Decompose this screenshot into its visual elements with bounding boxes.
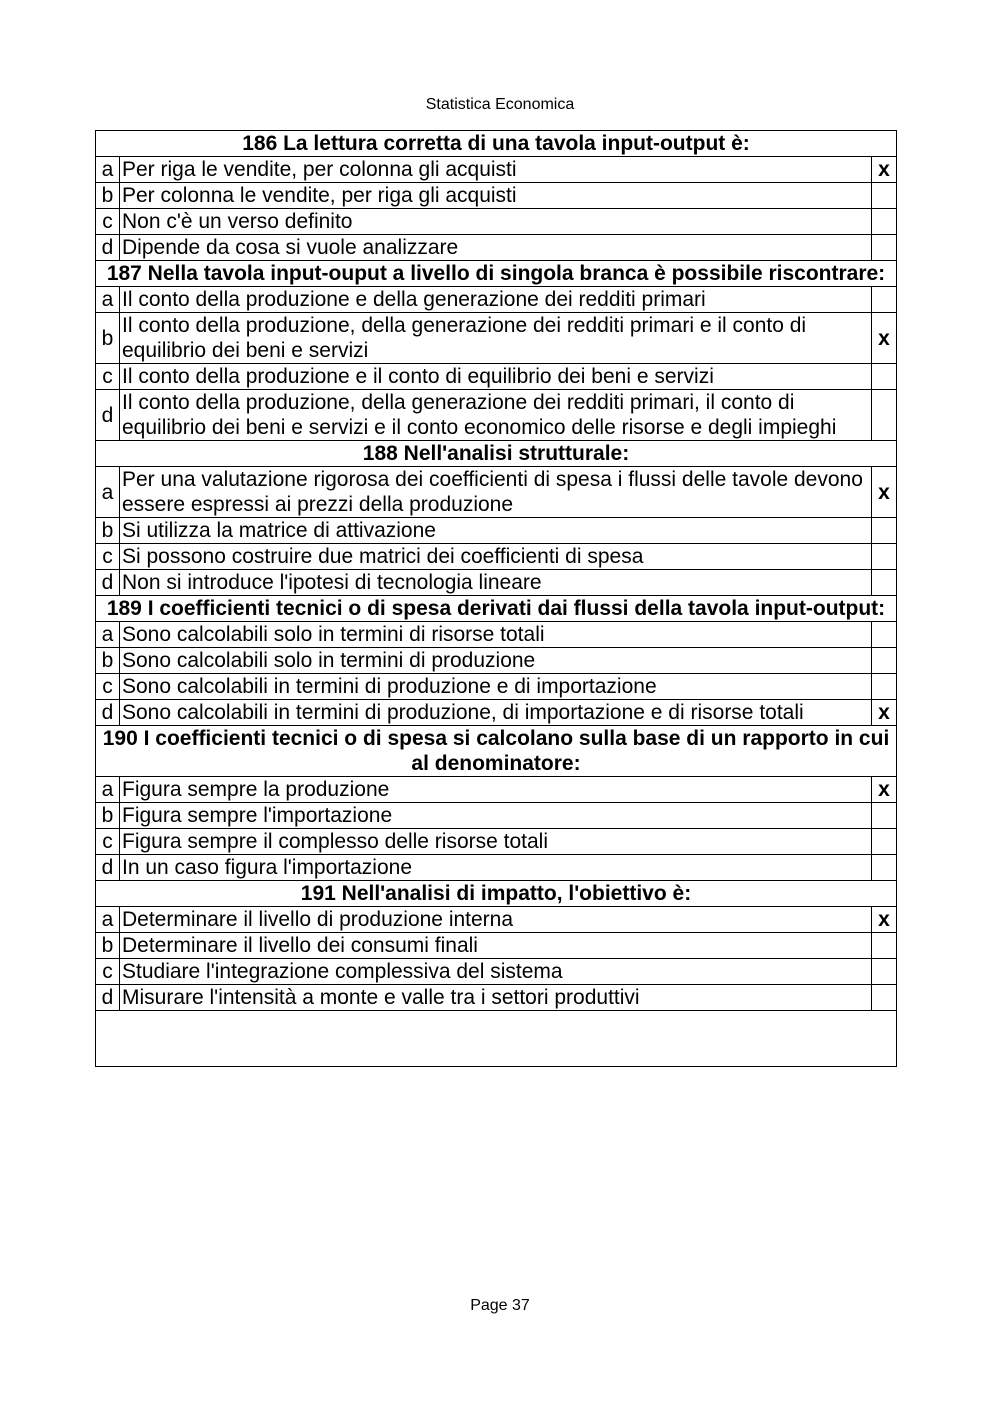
- answer-letter: d: [96, 985, 120, 1011]
- answer-letter: d: [96, 390, 120, 441]
- answer-row: [96, 777, 897, 803]
- answer-row: [96, 544, 897, 570]
- answer-letter: b: [96, 518, 120, 544]
- question-title: 190 I coefficienti tecnici o di spesa si calcolano sulla base di un rapporto in cui al denominatore:: [96, 726, 897, 777]
- answer-letter: b: [96, 648, 120, 674]
- answer-text: Determinare il livello di produzione interna: [120, 907, 872, 933]
- correct-mark: [871, 364, 896, 390]
- answer-row: [96, 390, 897, 441]
- answer-text: Per colonna le vendite, per riga gli acquisti: [120, 183, 872, 209]
- answer-row: [96, 907, 897, 933]
- answer-letter: a: [96, 907, 120, 933]
- question-title: 187 Nella tavola input-ouput a livello di singola branca è possibile riscontrare:: [96, 261, 897, 287]
- answer-letter: b: [96, 933, 120, 959]
- answer-letter: a: [96, 287, 120, 313]
- page-number: Page 37: [470, 1297, 530, 1314]
- question-row: [96, 261, 897, 287]
- answer-row: [96, 209, 897, 235]
- correct-mark: [871, 829, 896, 855]
- question-title: 188 Nell'analisi strutturale:: [96, 441, 897, 467]
- empty-row: [96, 1011, 897, 1067]
- correct-mark: [871, 287, 896, 313]
- answer-row: [96, 700, 897, 726]
- answer-row: [96, 157, 897, 183]
- correct-mark: [871, 855, 896, 881]
- answer-letter: a: [96, 622, 120, 648]
- correct-mark: [871, 959, 896, 985]
- answer-text: Misurare l'intensità a monte e valle tra i settori produttivi: [120, 985, 872, 1011]
- correct-mark: [871, 803, 896, 829]
- correct-mark: [871, 570, 896, 596]
- correct-mark: x: [871, 777, 896, 803]
- answer-letter: b: [96, 313, 120, 364]
- question-title: 191 Nell'analisi di impatto, l'obiettivo è:: [96, 881, 897, 907]
- answer-text: Il conto della produzione, della generazione dei redditi primari, il conto di equilibrio dei beni e servizi e il conto economico delle risorse e degli impieghi: [120, 390, 872, 441]
- answer-text: Il conto della produzione e il conto di equilibrio dei beni e servizi: [120, 364, 872, 390]
- answer-text: Studiare l'integrazione complessiva del sistema: [120, 959, 872, 985]
- answer-row: [96, 829, 897, 855]
- page-header: Statistica Economica: [425, 96, 575, 113]
- answer-text: Si possono costruire due matrici dei coefficienti di spesa: [120, 544, 872, 570]
- answer-row: [96, 933, 897, 959]
- correct-mark: [871, 235, 896, 261]
- answer-letter: a: [96, 777, 120, 803]
- correct-mark: [871, 209, 896, 235]
- correct-mark: [871, 985, 896, 1011]
- quiz-body: [96, 131, 897, 1067]
- correct-mark: [871, 544, 896, 570]
- correct-mark: [871, 518, 896, 544]
- answer-row: [96, 622, 897, 648]
- correct-mark: [871, 648, 896, 674]
- answer-letter: d: [96, 700, 120, 726]
- answer-text: Figura sempre l'importazione: [120, 803, 872, 829]
- answer-letter: c: [96, 544, 120, 570]
- answer-row: [96, 985, 897, 1011]
- correct-mark: [871, 933, 896, 959]
- quiz-table: [95, 130, 897, 1067]
- correct-mark: x: [871, 700, 896, 726]
- correct-mark: [871, 674, 896, 700]
- answer-text: Il conto della produzione, della generazione dei redditi primari e il conto di equilibrio dei beni e servizi: [120, 313, 872, 364]
- answer-row: [96, 235, 897, 261]
- answer-row: [96, 364, 897, 390]
- answer-text: Per riga le vendite, per colonna gli acquisti: [120, 157, 872, 183]
- correct-mark: [871, 622, 896, 648]
- answer-text: Determinare il livello dei consumi finali: [120, 933, 872, 959]
- question-row: [96, 441, 897, 467]
- correct-mark: [871, 183, 896, 209]
- question-row: [96, 131, 897, 157]
- answer-letter: c: [96, 209, 120, 235]
- answer-text: Dipende da cosa si vuole analizzare: [120, 235, 872, 261]
- question-title: 186 La lettura corretta di una tavola input-output è:: [96, 131, 897, 157]
- correct-mark: x: [871, 157, 896, 183]
- answer-text: Sono calcolabili in termini di produzione, di importazione e di risorse totali: [120, 700, 872, 726]
- answer-letter: d: [96, 570, 120, 596]
- answer-letter: c: [96, 674, 120, 700]
- answer-letter: d: [96, 855, 120, 881]
- answer-text: Non si introduce l'ipotesi di tecnologia lineare: [120, 570, 872, 596]
- answer-letter: c: [96, 959, 120, 985]
- answer-letter: a: [96, 467, 120, 518]
- answer-text: Non c'è un verso definito: [120, 209, 872, 235]
- answer-text: Il conto della produzione e della generazione dei redditi primari: [120, 287, 872, 313]
- correct-mark: x: [871, 467, 896, 518]
- answer-row: [96, 570, 897, 596]
- answer-row: [96, 803, 897, 829]
- answer-row: [96, 855, 897, 881]
- question-row: [96, 596, 897, 622]
- answer-text: Si utilizza la matrice di attivazione: [120, 518, 872, 544]
- answer-text: Sono calcolabili solo in termini di produzione: [120, 648, 872, 674]
- answer-text: In un caso figura l'importazione: [120, 855, 872, 881]
- answer-row: [96, 287, 897, 313]
- question-title: 189 I coefficienti tecnici o di spesa derivati dai flussi della tavola input-output:: [96, 596, 897, 622]
- answer-letter: a: [96, 157, 120, 183]
- question-row: [96, 881, 897, 907]
- answer-row: [96, 674, 897, 700]
- correct-mark: [871, 390, 896, 441]
- answer-text: Figura sempre la produzione: [120, 777, 872, 803]
- empty-cell: [96, 1011, 897, 1067]
- answer-letter: b: [96, 803, 120, 829]
- answer-letter: d: [96, 235, 120, 261]
- answer-text: Sono calcolabili in termini di produzione e di importazione: [120, 674, 872, 700]
- answer-row: [96, 648, 897, 674]
- answer-row: [96, 467, 897, 518]
- answer-text: Per una valutazione rigorosa dei coefficienti di spesa i flussi delle tavole devono essere espressi ai prezzi della produzione: [120, 467, 872, 518]
- correct-mark: x: [871, 313, 896, 364]
- answer-row: [96, 518, 897, 544]
- answer-text: Sono calcolabili solo in termini di risorse totali: [120, 622, 872, 648]
- answer-letter: c: [96, 364, 120, 390]
- answer-letter: c: [96, 829, 120, 855]
- answer-row: [96, 959, 897, 985]
- answer-row: [96, 313, 897, 364]
- correct-mark: x: [871, 907, 896, 933]
- answer-row: [96, 183, 897, 209]
- answer-text: Figura sempre il complesso delle risorse totali: [120, 829, 872, 855]
- question-row: [96, 726, 897, 777]
- answer-letter: b: [96, 183, 120, 209]
